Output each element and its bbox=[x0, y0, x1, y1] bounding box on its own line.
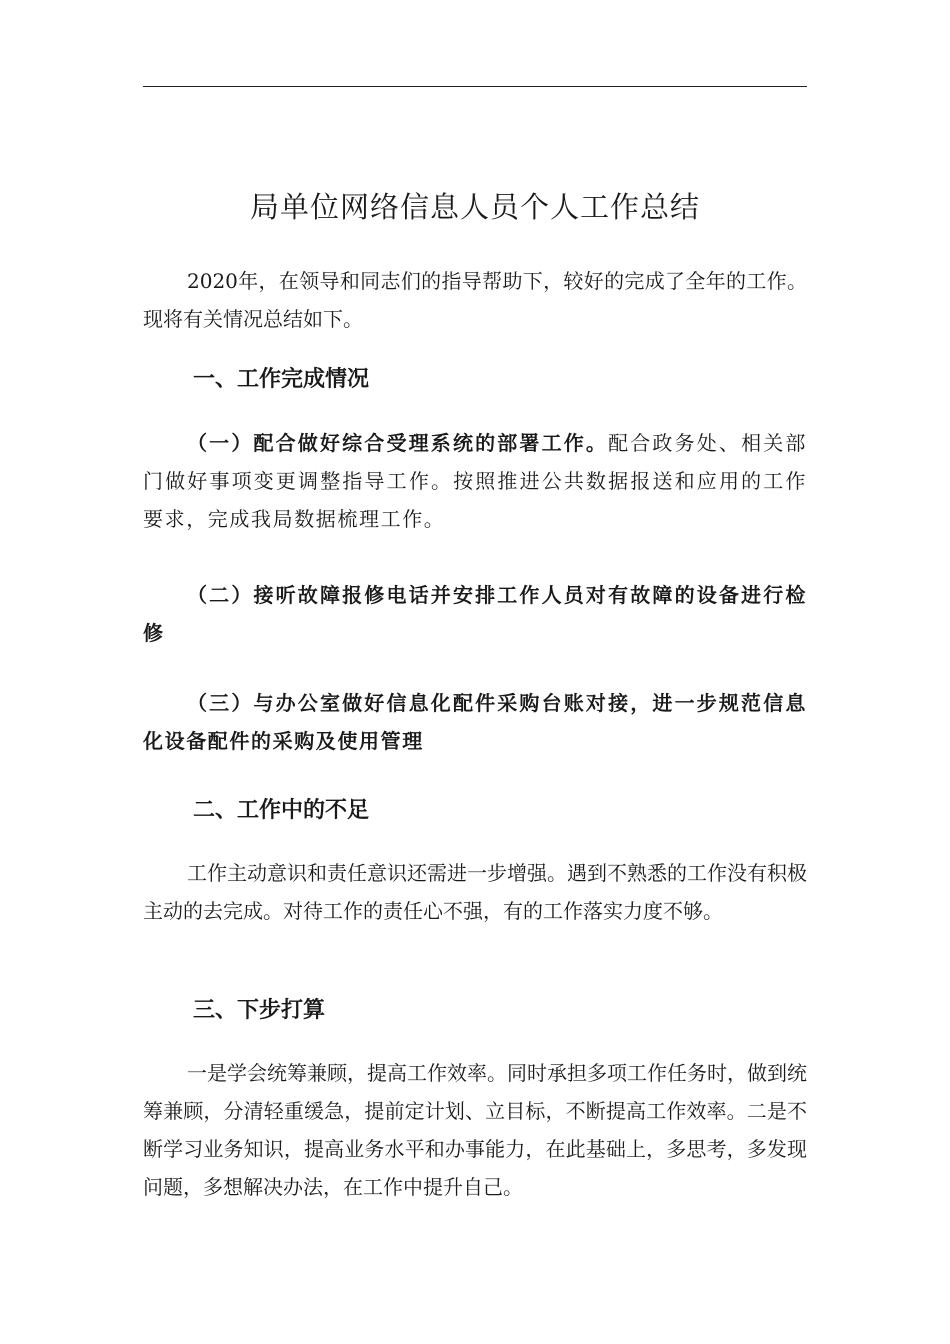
section-1-item-2: （二）接听故障报修电话并安排工作人员对有故障的设备进行检修 bbox=[143, 583, 807, 645]
section-1-item-1-body: 配合政务处、相关部门做好事项变更调整指导工作。按照推进公共数据报送和应用的工作要求，完成我局数据梳理工作。 bbox=[143, 431, 807, 531]
intro-paragraph: 2020年，在领导和同志们的指导帮助下，较好的完成了全年的工作。现将有关情况总结如下。 bbox=[143, 269, 807, 331]
section-3-body: 一是学会统筹兼顾，提高工作效率。同时承担多项工作任务时，做到统筹兼顾，分清轻重缓急，提前定计划、立目标，不断提高工作效率。二是不断学习业务知识，提高业务水平和办事能力，在此基础上，多思考，多发现问题，多想解决办法，在工作中提升自己。 bbox=[143, 1061, 807, 1199]
section-3-heading: 三、下步打算 bbox=[193, 998, 326, 1023]
section-1-heading: 一、工作完成情况 bbox=[193, 367, 370, 392]
section-1-item-3: （三）与办公室做好信息化配件采购台账对接，进一步规范信息化设备配件的采购及使用管理 bbox=[143, 691, 807, 753]
document-title: 局单位网络信息人员个人工作总结 bbox=[249, 190, 700, 225]
section-1-item-1 bbox=[143, 424, 807, 538]
section-2-heading: 二、工作中的不足 bbox=[193, 798, 370, 823]
section-2-body: 工作主动意识和责任意识还需进一步增强。遇到不熟悉的工作没有积极主动的去完成。对待工作的责任心不强，有的工作落实力度不够。 bbox=[143, 861, 807, 923]
header-rule bbox=[143, 86, 807, 87]
section-1-item-1-title: （一）配合做好综合受理系统的部署工作。 bbox=[187, 431, 609, 455]
